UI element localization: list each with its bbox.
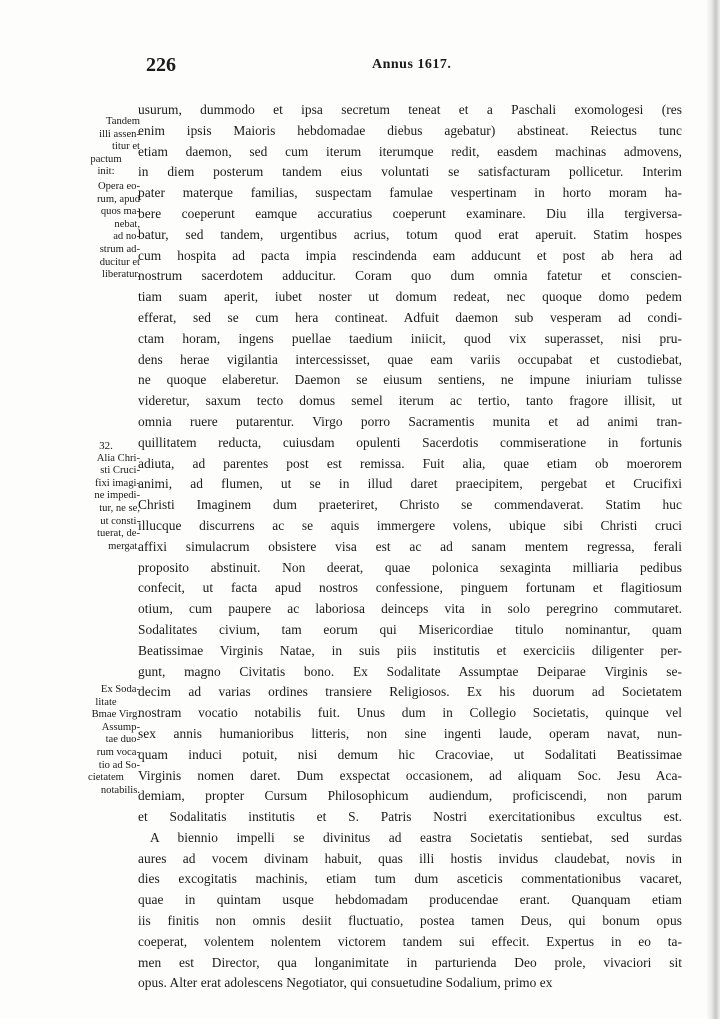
margin-note-line: ducitur et [99,256,140,268]
body-line: et Sodalitatis institutis et S. Patris Nostri exercitationibus excultus est. [138,809,682,825]
body-line: Virginis nomen daret. Dum exspectat occasionem, ad aliquam Soc. Jesu Aca- [138,767,682,783]
margin-note-line: titur et [112,141,140,153]
margin-note-line: Ex Soda- [100,684,140,695]
body-line: dies excogitatis machinis, etiam tum dum asceticis commentationibus vacaret, [138,871,682,887]
page-number: 226 [146,54,176,76]
body-line: illucque discurrens ac se aquis immergere volens, ubique sibi Christi cruci [138,517,682,533]
margin-note-line: illi assen- [99,128,140,140]
body-line: demiam, propter Cursum Philosophicum audiendum, proficiscendi, non parum [138,788,682,804]
body-line: Beatissimae Virginis Natae, in suis piis institutis et exerciciis diligenter per- [138,642,682,658]
body-line: gunt, magno Civitatis bono. Ex Sodalitate Assumptae Deiparae Virginis se- [138,663,682,679]
body-line: quillitatem reducta, cuiusdam opulenti Sacerdotis commiseratione in fortunis [138,434,682,450]
margin-note-line: cietatem [88,772,124,784]
body-line: enim ipsis Maioris hebdomadae diebus agebatur) abstineat. Reiectus tunc [138,122,682,138]
margin-note-line: ut consti- [100,515,140,527]
margin-note-line: strum ad- [99,243,140,255]
body-line: batur, sed tandem, urgentibus acrius, totum quod erat aperuit. Statim hospes [138,226,682,242]
margin-note-line: litate [95,696,117,708]
body-line: sex annis humanioribus litteris, non sine ingenti laude, operam navat, nun- [138,725,682,741]
margin-note-line: tio ad So- [98,759,140,771]
body-text [138,100,682,994]
body-line: ctam horam, ingens puellae taedium iniicit, quod vix superasset, nisi pru- [138,330,682,346]
margin-note-line: Bmae Virg. [91,709,140,721]
margin-note-line: Tandem [106,116,140,127]
body-line: dens herae vigilantia intercessisset, quae eam variis occupabat et custodiebat, [138,351,682,367]
margin-note-line: notabilis. [100,784,140,796]
margin-note-liberation [72,181,140,282]
body-line: quae in quintam usque hebdomadam producendae erant. Quanquam etiam [138,892,682,908]
body-line: cum hospita ad pacta impia rescindenda eam adducunt et post ab hera ad [138,247,682,263]
margin-note-line: init: [97,166,115,178]
margin-note-line: tuerat, de- [97,528,140,540]
body-line: adiuta, ad parentes post est remissa. Fuit alia, quae etiam ob moerorem [138,455,682,471]
running-title: Annus 1617. [372,57,452,72]
margin-note-line: tae duo- [105,734,140,746]
margin-note-number: 32. [99,440,113,452]
body-line: iis finitis non omnis desiit fluctuatio, postea tamen Deus, qui bonum opus [138,913,682,929]
margin-note-line: liberatur. [102,269,140,281]
body-line: A biennio impelli se divinitus ad eastra Societatis sentiebat, sed surdas [150,829,682,845]
body-line: pater materque familias, suspectam famulae vespertinam in horto moram ha- [138,185,682,201]
body-line: etiam daemon, sed cum iterum iterumque redit, easdem machinas admovens, [138,143,682,159]
body-line: men est Director, qua longanimitate in parturienda Deo prole, vivaciori sit [138,954,682,970]
body-line: proposito abstinuit. Non deerat, quae polonica sexaginta milliaria pedibus [138,559,682,575]
body-line: nostrum sacerdotem adducitur. Coram quo dum omnia fatetur et conscien- [138,268,682,284]
body-line: animi, ad flumen, ut se in illud daret praecipitem, pergebat et Crucifixi [138,476,682,492]
margin-note-line: Alia Chri- [96,452,140,464]
body-line: coeperat, volentem nolentem victorem tandem sui effecit. Expertus in eo ta- [138,933,682,949]
margin-note-line: nebat, [114,218,140,230]
body-line: efferat, sed se cum hera contineat. Adfuit daemon sub vesperam ad condi- [138,309,682,325]
body-line: decim ad varias ordines transiere Religiosos. Ex his duorum ad Societatem [138,684,682,700]
margin-note-sodality [72,684,140,797]
page-edge-shadow [706,0,720,1019]
body-line: quam induci potuit, nisi demum hic Cracoviae, ut Sodalitati Beatissimae [138,746,682,762]
body-line: confecit, ut facta apud nostros confessione, pinguem fortunam et flagitiosum [138,580,682,596]
page-header [140,50,670,76]
body-line: Sodalitates civium, tam eorum qui Misericordiae titulo nominantur, quam [138,621,682,637]
body-line: tiam suam aperit, iubet noster ut domum redeat, nec quoque domo pedem [138,289,682,305]
margin-note-crucifix [72,440,140,553]
body-line: aures ad vocem divinam habuit, quas illi hostis invidus claudebat, novis in [138,850,682,866]
margin-note-line: Assump- [101,721,140,733]
margin-note-line: Opera eo- [97,181,140,192]
margin-note-line: sti Cruci- [100,465,140,477]
body-line: videretur, saxum tecto domus semel iterum ac tertio, tanto fragore illisit, ut [138,393,682,409]
body-line: nostram vocatio notabilis fuit. Unus dum in Collegio Societatis, quinque vel [138,705,682,721]
body-line: bere coeperunt eamque accuratius coeperunt examinare. Diu illa tergiversa- [138,205,682,221]
margin-note-line: quos ma- [100,206,140,218]
margin-note-line: pactum [90,153,122,165]
margin-note-line: ne impedi- [94,490,140,502]
body-line: otium, cum paupere ac laboriosa deinceps vita in solo peregrino commutaret. [138,601,682,617]
margin-note-line: fixi imagi- [94,477,140,489]
body-line: opus. Alter erat adolescens Negotiator, qui consuetudine Sodalium, primo ex [138,975,553,991]
margin-note-line: ad no- [113,231,140,243]
margin-note-line: tur, ne se, [99,502,140,514]
body-line: ne quoque elaberetur. Daemon se eiusum sentiens, ne impune iniuriam tulisse [138,372,682,388]
body-line: omnia ruere putarentur. Virgo porro Sacramentis munita et ad animi tran- [138,413,682,429]
body-line: in diem posterum tandem eius voluntati se satisfacturam pollicetur. Interim [138,164,682,180]
body-line: usurum, dummodo et ipsa secretum teneat et a Paschali exomologesi (res [138,102,682,117]
body-line: affixi simulacrum obsistere visa est ac ad sanam mentem regressa, ferali [138,538,682,554]
margin-note-line: rum voca- [96,746,140,758]
margin-note-line: rum, apud [97,193,140,205]
body-line: Christi Imaginem dum praeteriret, Christo se commendaverat. Statim huc [138,497,682,513]
margin-note-consent [72,116,140,179]
margin-note-line: mergat. [108,540,140,552]
